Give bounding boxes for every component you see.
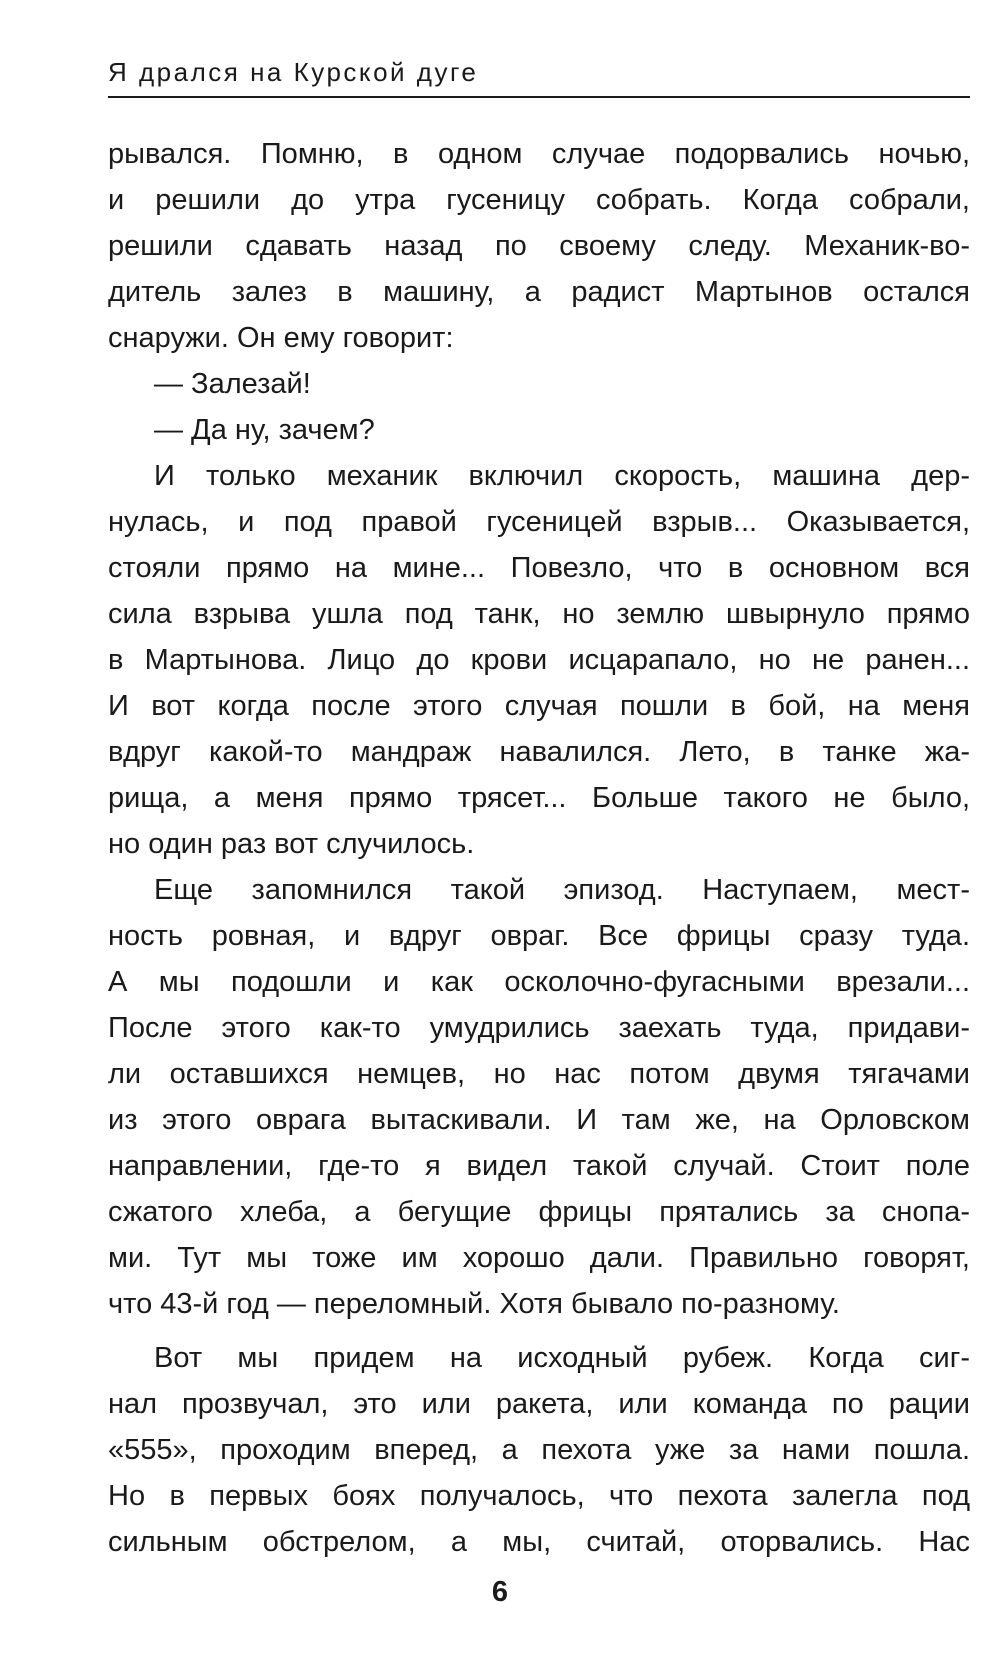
- text-line: дитель залез в машину, а радист Мартынов остался: [108, 276, 970, 308]
- body-text: [108, 131, 970, 1565]
- text-line: И только механик включил скорость, машина дер-: [154, 460, 970, 492]
- text-line: но один раз вот случилось.: [108, 828, 475, 860]
- text-line: рывался. Помню, в одном случае подорвались ночью,: [108, 138, 970, 170]
- text-line: ми. Тут мы тоже им хорошо дали. Правильно говорят,: [108, 1242, 970, 1274]
- text-line: из этого оврага вытаскивали. И там же, на Орловском: [108, 1104, 970, 1136]
- text-line: направлении, где-то я видел такой случай. Стоит поле: [108, 1150, 970, 1182]
- text-line: вдруг какой-то мандраж навалился. Лето, в танке жа-: [108, 736, 970, 768]
- text-line: — Да ну, зачем?: [154, 414, 375, 446]
- text-line: снаружи. Он ему говорит:: [108, 322, 454, 354]
- text-line: решили сдавать назад по своему следу. Механик-во-: [108, 230, 970, 262]
- text-line: Еще запомнился такой эпизод. Наступаем, мест-: [154, 874, 970, 906]
- text-line: в Мартынова. Лицо до крови исцарапало, но не ранен...: [108, 644, 970, 676]
- text-line: нулась, и под правой гусеницей взрыв... Оказывается,: [108, 506, 970, 538]
- text-line: А мы подошли и как осколочно-фугасными врезали...: [108, 966, 970, 998]
- header-rule: [108, 96, 970, 98]
- text-line: сила взрыва ушла под танк, но землю швырнуло прямо: [108, 598, 970, 630]
- running-header: Я дрался на Курской дуге: [108, 57, 479, 87]
- text-line: «555», проходим вперед, а пехота уже за нами пошла.: [108, 1434, 970, 1466]
- text-line: После этого как-то умудрились заехать туда, придави-: [108, 1012, 970, 1044]
- text-line: что 43-й год — переломный. Хотя бывало по-разному.: [108, 1288, 840, 1320]
- text-line: сильным обстрелом, а мы, считай, оторвались. Нас: [108, 1526, 970, 1558]
- text-line: ность ровная, и вдруг овраг. Все фрицы сразу туда.: [108, 920, 970, 952]
- text-line: и решили до утра гусеницу собрать. Когда собрали,: [108, 184, 970, 216]
- text-line: Но в первых боях получалось, что пехота залегла под: [108, 1480, 970, 1512]
- text-line: — Залезай!: [154, 368, 311, 400]
- text-line: И вот когда после этого случая пошли в бой, на меня: [108, 690, 970, 722]
- text-line: рища, а меня прямо трясет... Больше такого не было,: [108, 782, 970, 814]
- text-line: сжатого хлеба, а бегущие фрицы прятались за снопа-: [108, 1196, 970, 1228]
- page-number: 6: [491, 1576, 509, 1608]
- text-line: нал прозвучал, это или ракета, или команда по рации: [108, 1388, 970, 1420]
- text-line: стояли прямо на мине... Повезло, что в основном вся: [108, 552, 970, 584]
- text-line: Вот мы придем на исходный рубеж. Когда сиг-: [154, 1342, 970, 1374]
- text-line: ли оставшихся немцев, но нас потом двумя тягачами: [108, 1058, 970, 1090]
